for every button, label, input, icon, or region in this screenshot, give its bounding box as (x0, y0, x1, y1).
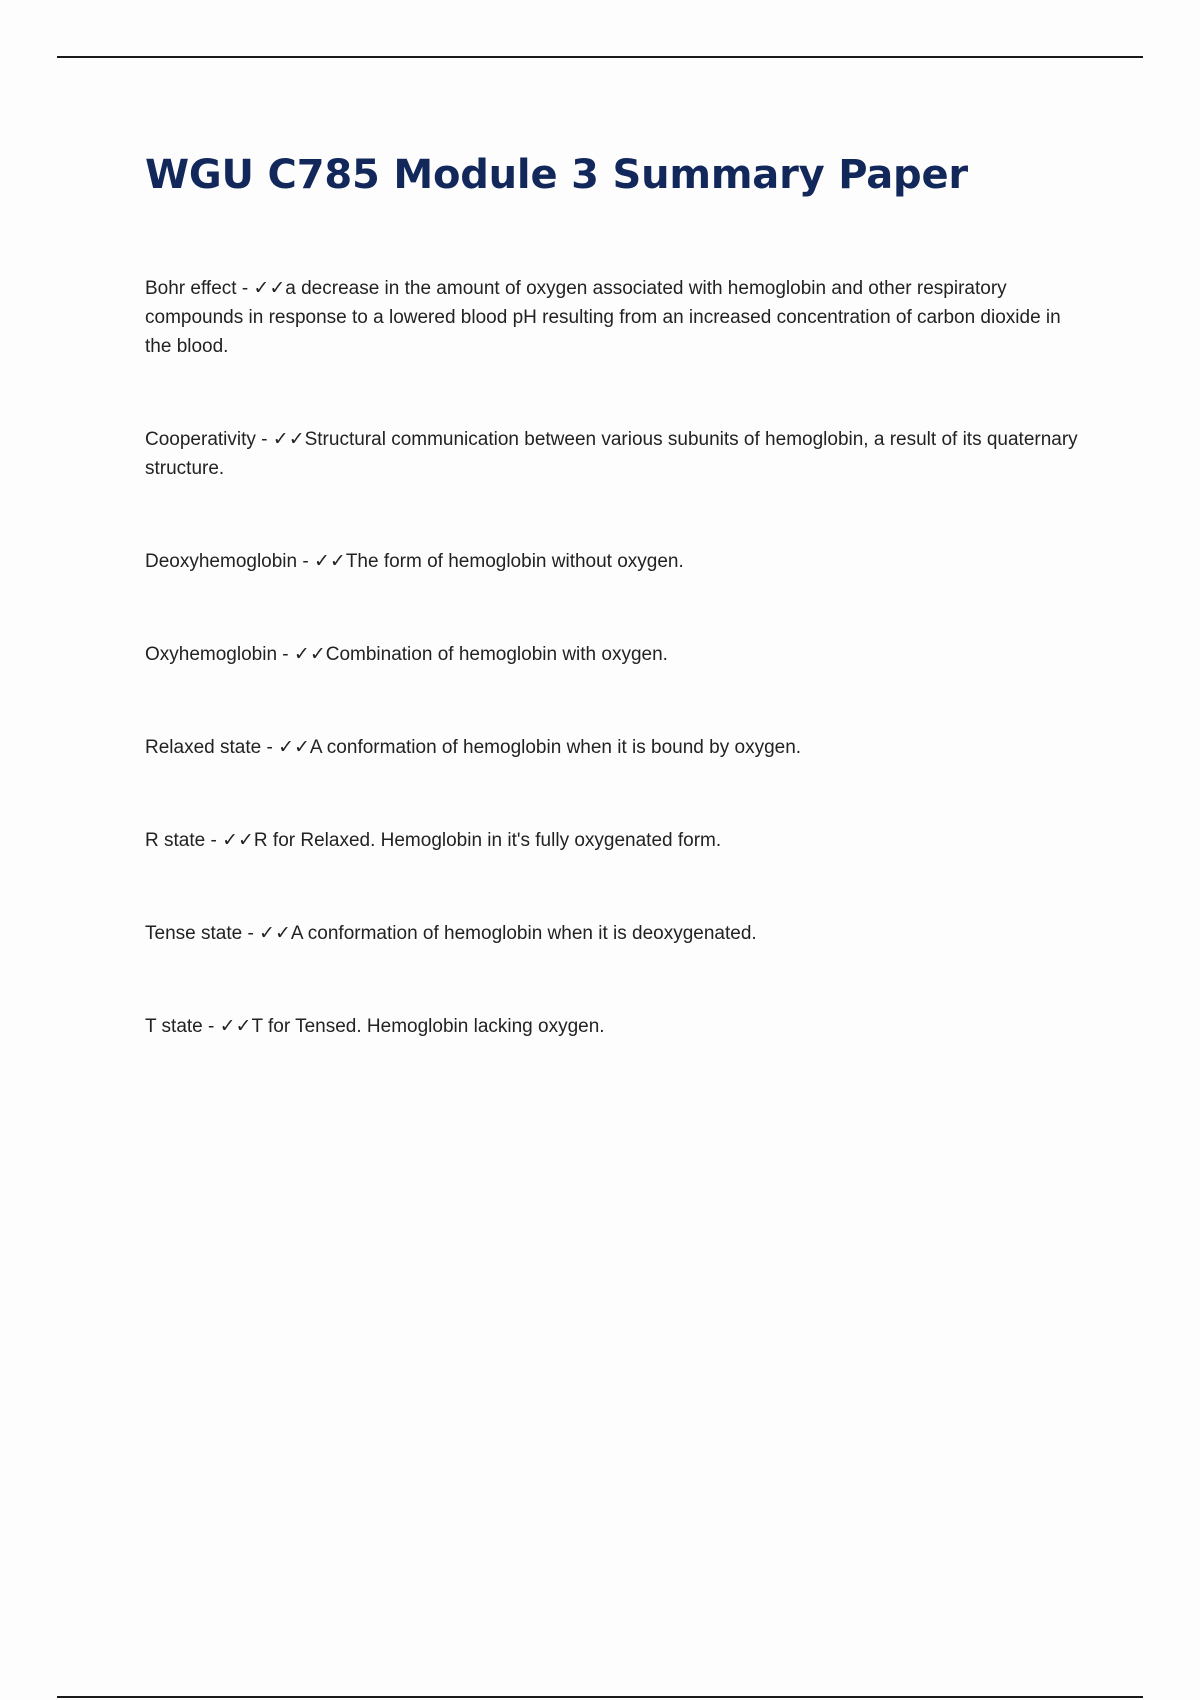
definition-entry-bohr-effect: Bohr effect - ✓✓a decrease in the amount of oxygen associated with hemoglobin and other respiratory compounds in response to a lowered blood pH resulting from an increased concentration of carbon dioxide in the blood. (145, 278, 1061, 357)
header-rule (57, 56, 1143, 58)
definition-entry-oxyhemoglobin: Oxyhemoglobin - ✓✓Combination of hemoglobin with oxygen. (145, 644, 668, 665)
definition-entry-cooperativity: Cooperativity - ✓✓Structural communication between various subunits of hemoglobin, a result of its quaternary structure. (145, 429, 1078, 479)
definition-entry-t-state: T state - ✓✓T for Tensed. Hemoglobin lacking oxygen. (145, 1016, 605, 1037)
document-title: WGU C785 Module 3 Summary Paper (145, 152, 968, 198)
definition-entry-relaxed-state: Relaxed state - ✓✓A conformation of hemoglobin when it is bound by oxygen. (145, 737, 802, 758)
footer-rule (57, 1696, 1143, 1698)
definition-entry-r-state: R state - ✓✓R for Relaxed. Hemoglobin in it's fully oxygenated form. (145, 830, 722, 851)
definition-entry-tense-state: Tense state - ✓✓A conformation of hemoglobin when it is deoxygenated. (145, 923, 757, 944)
definition-list (145, 274, 1080, 1105)
definition-entry-deoxyhemoglobin: Deoxyhemoglobin - ✓✓The form of hemoglobin without oxygen. (145, 551, 684, 572)
